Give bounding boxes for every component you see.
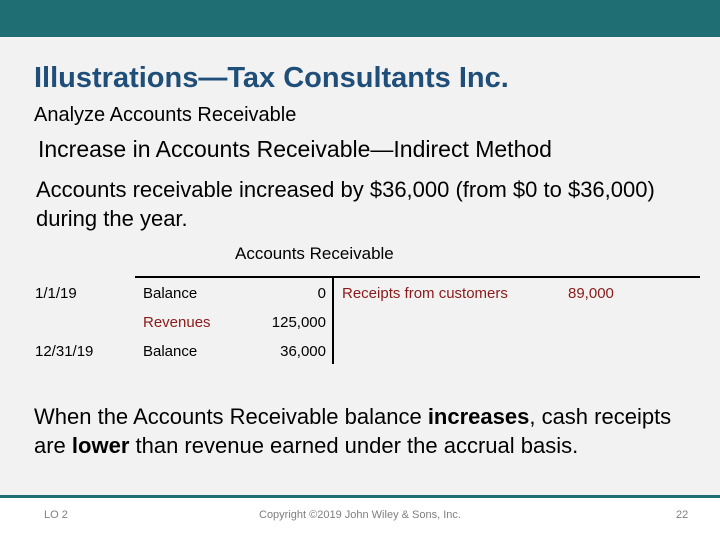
t-account-title: Accounts Receivable (235, 244, 394, 263)
conclusion-emphasis-increases: increases (427, 404, 530, 429)
section-heading: Increase in Accounts Receivable—Indirect Method (38, 136, 552, 162)
row-3-label: Balance (143, 343, 198, 360)
credit-label: Receipts from customers (342, 285, 508, 302)
row-1-date: 1/1/19 (35, 285, 77, 302)
page-number: 22 (676, 509, 689, 521)
row-2-label: Revenues (143, 314, 211, 331)
explanation-paragraph: Accounts receivable increased by $36,000 (from $0 to $36,000) during the year. (36, 177, 655, 231)
row-3-amount: 36,000 (280, 343, 326, 360)
conclusion-emphasis-lower: lower (71, 433, 130, 458)
row-3-date: 12/31/19 (35, 343, 94, 360)
t-account (0, 244, 720, 374)
t-account-top-line (135, 276, 700, 278)
t-account-divider (332, 277, 334, 364)
conclusion-text-3: than revenue earned under the accrual basis. (129, 433, 579, 458)
footer-divider (0, 495, 720, 498)
slide-title: Illustrations—Tax Consultants Inc. (34, 62, 509, 94)
top-accent-bar (0, 0, 720, 37)
copyright-notice: Copyright ©2019 John Wiley & Sons, Inc. (259, 509, 461, 521)
conclusion-text-2: , cash receipts are (34, 404, 672, 458)
row-1-amount: 0 (317, 285, 326, 302)
row-2-amount: 125,000 (271, 314, 326, 331)
learning-objective: LO 2 (44, 509, 68, 521)
credit-amount: 89,000 (568, 285, 614, 302)
conclusion-paragraph (34, 402, 704, 460)
conclusion-text-1: When the Accounts Receivable balance (34, 404, 428, 429)
row-1-label: Balance (143, 285, 198, 302)
slide-subtitle: Analyze Accounts Receivable (34, 104, 297, 126)
